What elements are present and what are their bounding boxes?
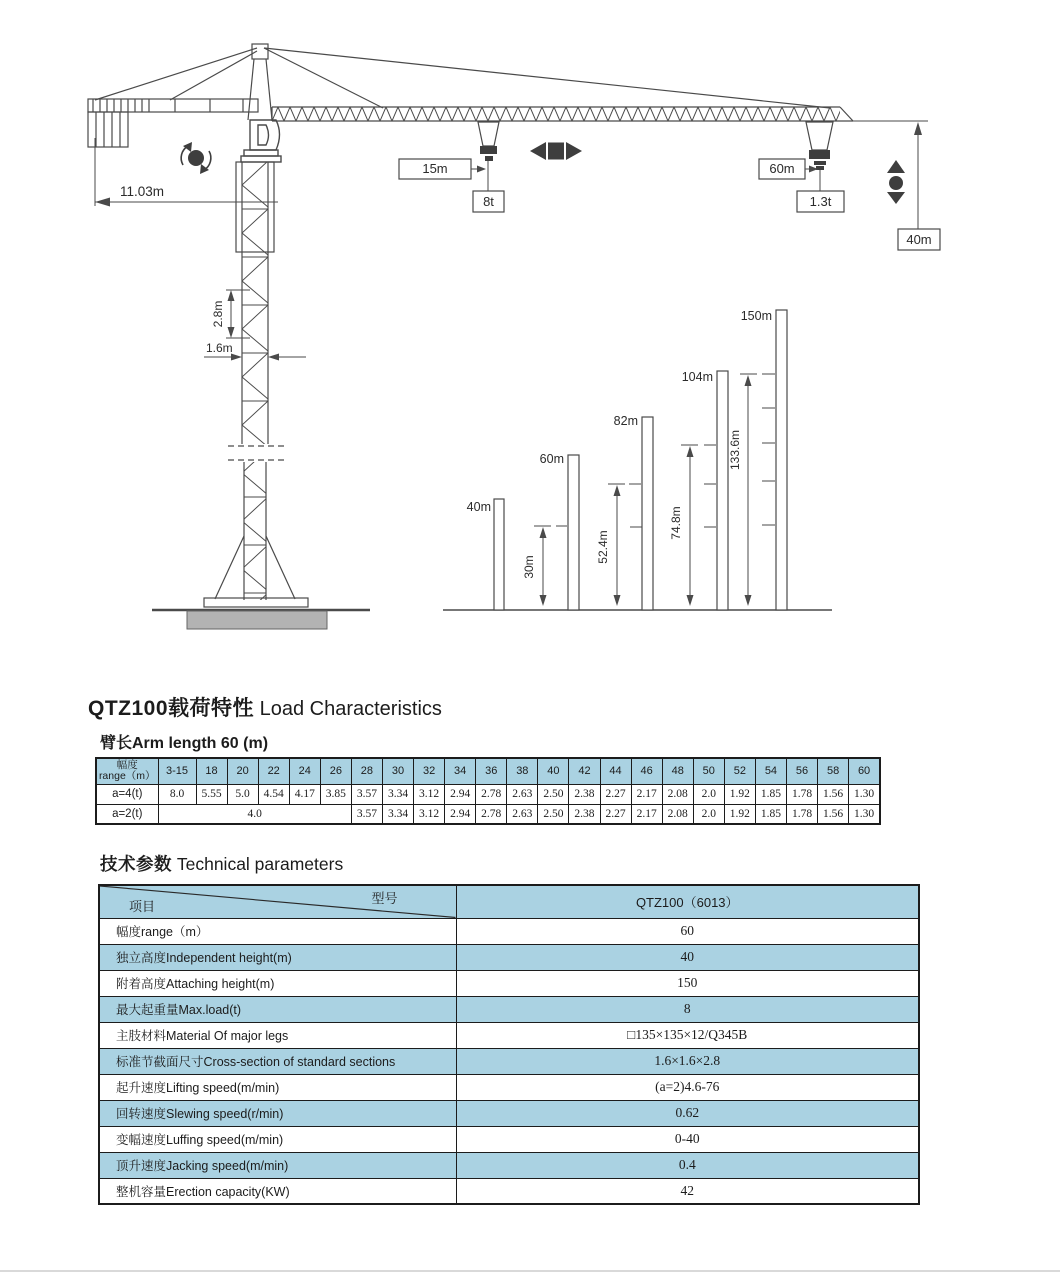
range-header-cell: 60 [849, 758, 880, 784]
anchor-label-52-4m: 52.4m [596, 530, 610, 564]
load-value-cell: 2.78 [476, 784, 507, 804]
trolley-15m-group [399, 122, 504, 212]
trolley-60m-group [759, 122, 844, 212]
hoist-updown-icon [887, 160, 905, 204]
tech-param-value: 1.6×1.6×2.8 [456, 1048, 919, 1074]
tech-param-value: 0.4 [456, 1152, 919, 1178]
arm-length-subtitle: 臂长Arm length 60 (m) [100, 735, 269, 752]
range-header-cell: 20 [227, 758, 258, 784]
anchor-label-74-8m: 74.8m [669, 506, 683, 540]
tech-param-label: 独立高度Independent height(m) [99, 944, 456, 970]
range-header-cell: 42 [569, 758, 600, 784]
counter-jib-group [88, 99, 258, 147]
load-value-cell: 1.30 [849, 784, 880, 804]
mast-group [204, 162, 308, 607]
tech-param-label: 最大起重量Max.load(t) [99, 996, 456, 1022]
dim-label-counter-jib: 11.03m [120, 184, 165, 199]
anchor-dim-133-6m [728, 374, 775, 606]
foundation-group [152, 610, 370, 629]
load-value-cell: 2.0 [693, 804, 724, 824]
load-value-cell: 1.78 [786, 784, 817, 804]
slewing-icon [181, 142, 211, 174]
load-title-en: Load Characteristics [254, 698, 442, 720]
tech-param-row [99, 1152, 919, 1178]
range-header-cell: 52 [724, 758, 755, 784]
hook-block [478, 122, 499, 146]
tech-param-label: 变幅速度Luffing speed(m/min) [99, 1126, 456, 1152]
load-characteristics-title [88, 692, 442, 722]
load-value-cell: 2.50 [538, 784, 569, 804]
range-header-cell: 36 [476, 758, 507, 784]
anchor-dim-30m [522, 526, 567, 606]
range-header-cell: 26 [320, 758, 351, 784]
load-value-cell: 3.57 [351, 784, 382, 804]
tech-param-label: 顶升速度Jacking speed(m/min) [99, 1152, 456, 1178]
tech-param-label: 附着高度Attaching height(m) [99, 970, 456, 996]
trolley-travel-icon [530, 142, 582, 160]
load-value-cell: 3.85 [320, 784, 351, 804]
load-table-header-row [96, 758, 880, 784]
range-header-cell: 18 [196, 758, 227, 784]
range-header-cell: 50 [693, 758, 724, 784]
load-value-cell: 8.0 [158, 784, 196, 804]
load-value-cell: 1.30 [849, 804, 880, 824]
dim-label-free-height: 40m [906, 232, 932, 247]
load-value-cell: 1.92 [724, 804, 755, 824]
arrow-left-icon [95, 198, 110, 207]
item-model-header-cell [99, 885, 456, 918]
bar-40m [494, 499, 504, 610]
tech-param-row [99, 918, 919, 944]
bar-82m [642, 417, 653, 610]
bar-150m [776, 310, 787, 610]
range-header-cell: 30 [382, 758, 413, 784]
height-bars-group [443, 309, 832, 610]
range-header-cell: 46 [631, 758, 662, 784]
tech-param-row [99, 1022, 919, 1048]
tech-param-value: (a=2)4.6-76 [456, 1074, 919, 1100]
tech-param-value: 150 [456, 970, 919, 996]
foundation-block [187, 611, 327, 629]
range-header-cell: 24 [289, 758, 320, 784]
bar-label-82m: 82m [613, 414, 638, 428]
tech-param-value: 8 [456, 996, 919, 1022]
load-value-cell: 2.27 [600, 784, 631, 804]
range-corner-cell [96, 758, 158, 784]
anchor-dim-74-8m [669, 445, 716, 606]
counterweight [88, 112, 128, 147]
load-value-cell: 1.56 [818, 804, 849, 824]
row-label-a4: a=4(t) [96, 784, 158, 804]
dim-label-load-60: 1.3t [809, 194, 832, 209]
load-value-cell: 3.57 [351, 804, 382, 824]
tech-param-row [99, 1074, 919, 1100]
range-header-cell: 34 [445, 758, 476, 784]
range-header-cell: 54 [755, 758, 786, 784]
load-value-cell: 1.78 [786, 804, 817, 824]
tech-param-row [99, 996, 919, 1022]
range-header-cell: 40 [538, 758, 569, 784]
load-value-cell: 2.94 [445, 784, 476, 804]
load-value-cell: 2.50 [538, 804, 569, 824]
load-value-cell: 3.34 [382, 804, 413, 824]
tech-param-row [99, 1048, 919, 1074]
load-value-merged-cell: 4.0 [158, 804, 351, 824]
tech-param-row [99, 1178, 919, 1204]
tech-param-label: 起升速度Lifting speed(m/min) [99, 1074, 456, 1100]
load-value-cell: 2.17 [631, 784, 662, 804]
load-value-cell: 5.0 [227, 784, 258, 804]
load-value-cell: 1.85 [755, 784, 786, 804]
bar-label-40m: 40m [466, 500, 491, 514]
load-value-cell: 3.12 [414, 784, 445, 804]
load-value-cell: 2.08 [662, 784, 693, 804]
anchor-label-30m: 30m [522, 555, 536, 579]
tech-table-header-row [99, 885, 919, 918]
dim-label-load-15: 8t [483, 194, 494, 209]
load-value-cell: 2.94 [445, 804, 476, 824]
load-row-a2 [96, 804, 880, 824]
load-value-cell: 2.63 [507, 804, 538, 824]
range-header-cell: 3-15 [158, 758, 196, 784]
tech-param-label: 整机容量Erection capacity(KW) [99, 1178, 456, 1204]
load-title-zh: QTZ100载荷特性 [88, 697, 255, 720]
range-header-cell: 28 [351, 758, 382, 784]
load-value-cell: 2.38 [569, 784, 600, 804]
cab-group [241, 120, 281, 162]
range-header-cell: 48 [662, 758, 693, 784]
anchor-label-133-6m: 133.6m [728, 429, 742, 471]
bar-60m [568, 455, 579, 610]
dim-label-section-height: 2.8m [211, 300, 225, 328]
dim-label-radius-60: 60m [769, 161, 795, 176]
jib-group [272, 107, 853, 121]
model-value-header: QTZ100（6013） [456, 885, 919, 918]
header-model-label: 型号 [371, 891, 398, 906]
tech-param-row [99, 970, 919, 996]
load-value-cell: 2.38 [569, 804, 600, 824]
tech-param-value: 0.62 [456, 1100, 919, 1126]
range-header-cell: 58 [818, 758, 849, 784]
range-header-cell: 22 [258, 758, 289, 784]
anchor-dim-52-4m [596, 484, 642, 606]
tech-param-label: 回转速度Slewing speed(r/min) [99, 1100, 456, 1126]
technical-parameters-table [98, 884, 920, 1205]
tech-param-row [99, 1126, 919, 1152]
tech-param-value: □135×135×12/Q345B [456, 1022, 919, 1048]
load-value-cell: 1.85 [755, 804, 786, 824]
load-value-cell: 2.27 [600, 804, 631, 824]
range-header-cell: 38 [507, 758, 538, 784]
bar-label-150m: 150m [740, 309, 772, 323]
load-value-cell: 1.92 [724, 784, 755, 804]
load-value-cell: 2.0 [693, 784, 724, 804]
load-value-cell: 2.08 [662, 804, 693, 824]
load-value-cell: 4.54 [258, 784, 289, 804]
technical-parameters-title [100, 851, 343, 876]
tech-param-value: 60 [456, 918, 919, 944]
load-row-a4 [96, 784, 880, 804]
load-characteristics-table [95, 757, 881, 825]
range-header-cell: 32 [414, 758, 445, 784]
corner-label-en: range（m） [98, 770, 156, 783]
range-header-cell: 44 [600, 758, 631, 784]
dim-label-radius-15: 15m [422, 161, 448, 176]
row-label-a2: a=2(t) [96, 804, 158, 824]
hook-block [806, 122, 833, 150]
range-header-cell: 56 [786, 758, 817, 784]
corner-label-zh: 幅度 [116, 759, 138, 772]
tech-title-zh: 技术参数 [100, 854, 172, 874]
page-bottom-rule [0, 1270, 1060, 1272]
tech-param-label: 幅度range（m） [99, 918, 456, 944]
tech-param-value: 42 [456, 1178, 919, 1204]
tech-param-row [99, 944, 919, 970]
bar-label-60m: 60m [539, 452, 564, 466]
tech-param-row [99, 1100, 919, 1126]
load-value-cell: 4.17 [289, 784, 320, 804]
load-value-cell: 5.55 [196, 784, 227, 804]
tech-param-value: 0-40 [456, 1126, 919, 1152]
bar-104m [717, 371, 728, 610]
load-value-cell: 3.34 [382, 784, 413, 804]
tech-param-label: 主肢材料Material Of major legs [99, 1022, 456, 1048]
load-value-cell: 2.17 [631, 804, 662, 824]
load-value-cell: 2.78 [476, 804, 507, 824]
load-value-cell: 1.56 [818, 784, 849, 804]
load-value-cell: 2.63 [507, 784, 538, 804]
header-item-label: 项目 [129, 898, 156, 914]
tech-param-label: 标准节截面尺寸Cross-section of standard sections [99, 1048, 456, 1074]
tech-title-en: Technical parameters [172, 854, 344, 874]
dim-label-section-width: 1.6m [206, 341, 233, 355]
bar-label-104m: 104m [681, 370, 713, 384]
tech-param-value: 40 [456, 944, 919, 970]
load-value-cell: 3.12 [414, 804, 445, 824]
